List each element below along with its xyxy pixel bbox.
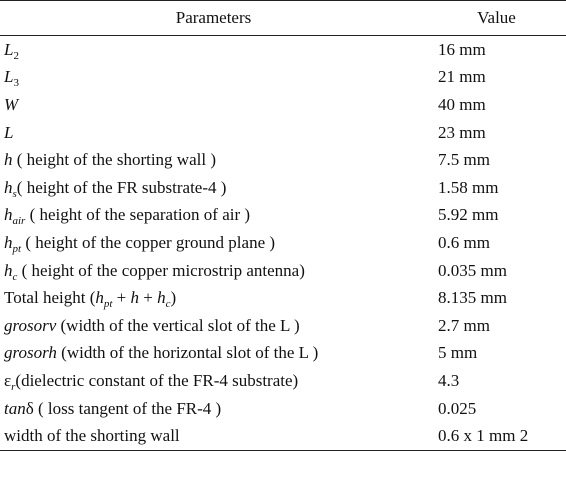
parameter-cell — [0, 64, 427, 92]
parameter-symbol: h — [4, 260, 13, 280]
table-row — [0, 312, 566, 340]
table-row — [0, 284, 566, 312]
value-cell: 0.035 mm — [438, 260, 507, 280]
table-row — [0, 91, 566, 119]
table-row — [0, 422, 566, 450]
parameter-symbol: h — [4, 205, 13, 225]
column-header-value: Value — [427, 1, 566, 36]
value-cell: 16 mm — [438, 39, 486, 59]
parameter-description: (dielectric constant of the FR-4 substrate) — [15, 370, 299, 390]
table-row — [0, 395, 566, 423]
table-row — [0, 119, 566, 147]
formula-plus: + — [139, 288, 158, 308]
parameter-subscript: s — [12, 187, 17, 200]
table-row — [0, 340, 566, 368]
table-row — [0, 174, 566, 202]
parameter-cell — [0, 367, 427, 395]
table-row — [0, 257, 566, 285]
table-row — [0, 229, 566, 257]
table-row — [0, 36, 566, 64]
parameter-description: ( height of the copper ground plane ) — [21, 232, 276, 252]
parameter-cell — [0, 119, 427, 147]
formula-close: ) — [170, 288, 177, 308]
value-cell: 23 mm — [438, 122, 486, 142]
parameter-symbol: grosorh — [4, 343, 57, 363]
formula-subscript: pt — [103, 298, 113, 311]
parameter-cell — [0, 340, 427, 368]
parameter-symbol: h — [4, 177, 13, 197]
value-cell: 2.7 mm — [438, 315, 490, 335]
parameter-description: ( height of the FR substrate-4 ) — [16, 177, 227, 197]
parameter-cell — [0, 146, 427, 174]
value-cell: 7.5 mm — [438, 150, 490, 170]
parameter-cell — [0, 312, 427, 340]
parameter-symbol-suffix: δ — [25, 398, 34, 418]
parameter-description: ( height of the copper microstrip antenna) — [17, 260, 305, 280]
formula-open: ( — [89, 288, 96, 308]
formula-subscript: c — [165, 298, 171, 311]
value-cell: 4.3 — [438, 370, 460, 390]
parameter-cell — [0, 229, 427, 257]
parameter-symbol: L — [4, 67, 14, 87]
parameter-label: Total height — [4, 288, 90, 308]
parameter-symbol: L — [4, 39, 14, 59]
parameter-subscript: air — [12, 215, 26, 228]
parameter-label: width of the shorting wall — [4, 426, 180, 446]
parameter-description: ( height of the separation of air ) — [25, 205, 251, 225]
parameter-symbol: tan — [4, 398, 26, 418]
formula-term: h — [157, 288, 166, 308]
table-header-row — [0, 1, 566, 36]
parameter-description: ( loss tangent of the FR-4 ) — [33, 398, 222, 418]
parameter-cell — [0, 257, 427, 285]
table-row — [0, 367, 566, 395]
parameter-cell — [0, 36, 427, 64]
parameter-symbol: W — [4, 94, 19, 114]
parameter-symbol: h — [4, 232, 13, 252]
table-row — [0, 146, 566, 174]
formula-plus: + — [112, 288, 131, 308]
parameter-description: ( height of the shorting wall ) — [12, 150, 216, 170]
parameter-symbol: ε — [4, 370, 12, 390]
parameter-symbol: L — [4, 122, 14, 142]
parameter-subscript: 2 — [13, 49, 19, 62]
value-cell: 5.92 mm — [438, 205, 499, 225]
parameter-description: (width of the vertical slot of the L ) — [56, 315, 300, 335]
parameter-subscript: r — [11, 380, 16, 393]
value-cell: 0.6 mm — [438, 232, 490, 252]
formula-term: h — [95, 288, 104, 308]
parameter-cell — [0, 202, 427, 230]
parameter-subscript: pt — [12, 242, 22, 255]
parameter-description: (width of the horizontal slot of the L ) — [56, 343, 319, 363]
parameter-cell — [0, 91, 427, 119]
value-cell: 8.135 mm — [438, 288, 507, 308]
parameter-symbol: grosorv — [4, 315, 57, 335]
value-cell: 21 mm — [438, 67, 486, 87]
parameter-cell — [0, 422, 427, 450]
parameter-cell — [0, 174, 427, 202]
parameter-symbol: h — [4, 150, 13, 170]
parameter-subscript: c — [12, 270, 18, 283]
parameter-cell — [0, 395, 427, 423]
table-row — [0, 64, 566, 92]
column-header-parameters: Parameters — [0, 1, 427, 36]
formula-term: h — [130, 288, 140, 308]
value-cell: 1.58 mm — [438, 177, 499, 197]
value-cell: 40 mm — [438, 94, 486, 114]
value-cell: 0.6 x 1 mm 2 — [427, 422, 566, 450]
parameter-cell — [0, 284, 427, 312]
value-cell: 5 mm — [438, 343, 478, 363]
table-row — [0, 202, 566, 230]
value-cell: 0.025 — [438, 398, 477, 418]
parameter-subscript: 3 — [13, 77, 19, 90]
